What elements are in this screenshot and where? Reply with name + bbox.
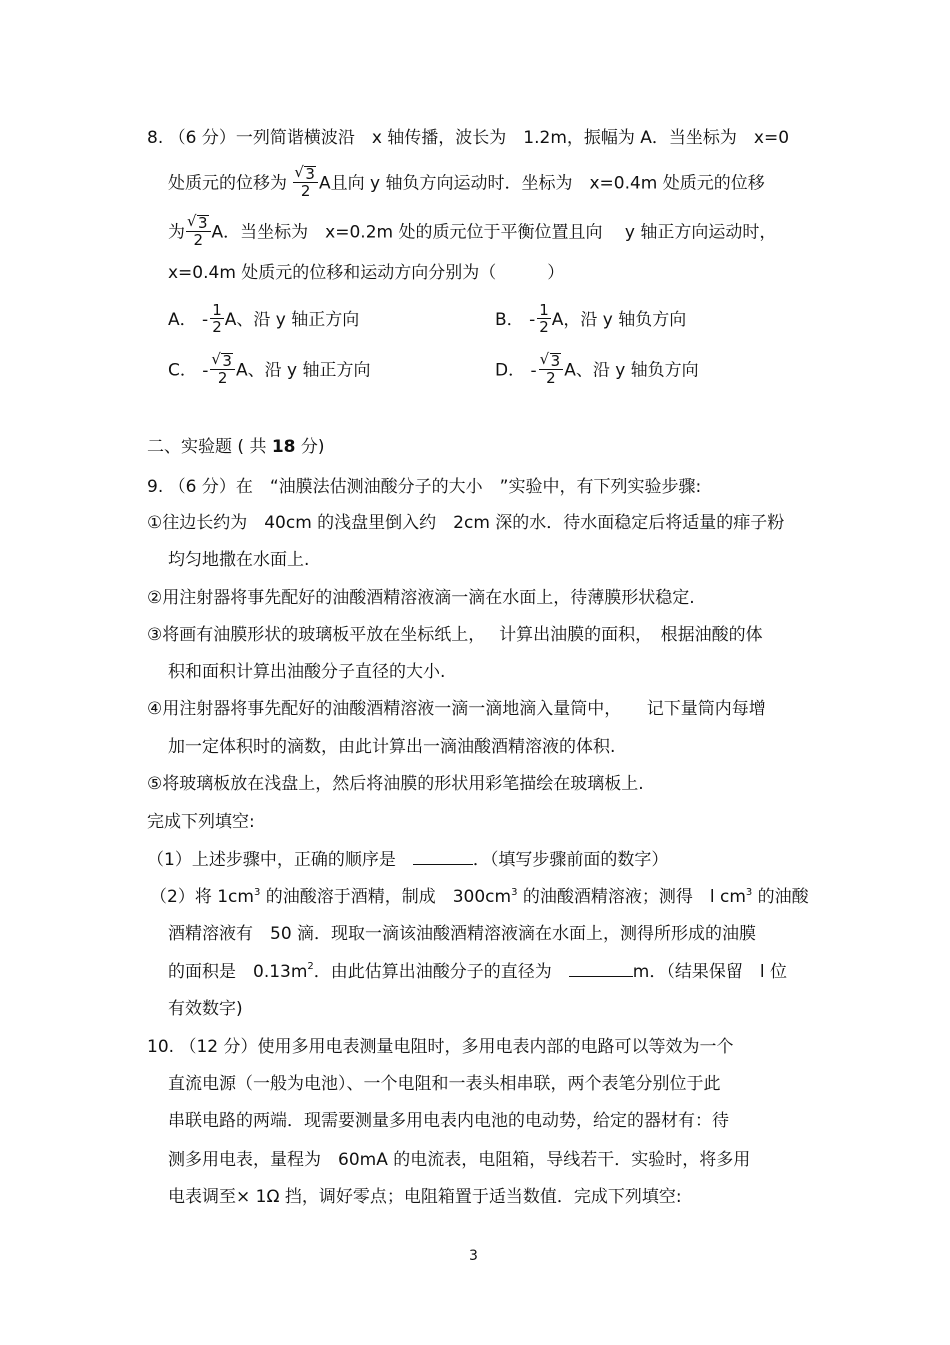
answer-blank-1[interactable] [413, 848, 473, 865]
superscript: 3 [253, 887, 261, 898]
option-c-fraction [210, 353, 235, 386]
q8-line2 [168, 167, 765, 200]
option-b-text: A，沿 y 轴负方向 [551, 310, 687, 330]
q9-part1-text-a: （1）上述步骤中，正确的顺序是 [147, 850, 413, 870]
q9-part2-line1 [150, 886, 809, 908]
q9-part2-line2: 酒精溶液有 50 滴．现取一滴该油酸酒精溶液滴在水面上，测得所形成的油膜 [168, 924, 757, 944]
q9-part2-line3 [168, 960, 787, 983]
minus-sign: - [202, 310, 209, 330]
option-b-label: B． [495, 310, 524, 330]
q9-part2-c: 的油酸酒精溶液；测得 l cm [517, 887, 746, 907]
frac-denominator: 2 [193, 231, 204, 249]
minus-sign: - [529, 310, 536, 330]
q8-line3-text-a: 为 [168, 222, 185, 243]
q9-step2: ②用注射器将事先配好的油酸酒精溶液滴一滴在水面上，待薄膜形状稳定. [147, 588, 695, 608]
q9-part2-line3-b: ．由此估算出油酸分子的直径为 [313, 962, 569, 982]
option-a-text: A、沿 y 轴正方向 [224, 310, 360, 330]
option-a-label: A． [168, 310, 197, 330]
q9-step4-b: 加一定体积时的滴数，由此计算出一滴油酸酒精溶液的体积. [168, 737, 616, 757]
option-b-fraction [537, 303, 551, 335]
q9-part2-d: 的油酸 [752, 887, 809, 907]
q9-step1-a: ①往边长约为 40cm 的浅盘里倒入约 2cm 深的水．待水面稳定后将适量的痱子粉 [147, 513, 785, 533]
q9-step3-b: 积和面积计算出油酸分子直径的大小. [168, 662, 446, 682]
q9-step3-a: ③将画有油膜形状的玻璃板平放在坐标纸上， 计算出油膜的面积， 根据油酸的体 [147, 625, 763, 645]
frac-numerator: 3 [198, 214, 208, 232]
frac-numerator: 1 [539, 301, 549, 319]
superscript: 2 [307, 961, 314, 972]
q8-line4: x=0.4m 处质元的位移和运动方向分别为（ ） [168, 263, 565, 283]
q9-step4-a: ④用注射器将事先配好的油酸酒精溶液一滴一滴地滴入量筒中， 记下量筒内每增 [147, 699, 766, 719]
frac-denominator: 2 [212, 318, 222, 336]
q8-option-a [168, 301, 360, 336]
frac-denominator: 2 [300, 182, 311, 200]
frac-numerator: 3 [222, 352, 232, 370]
q10-line4: 测多用电表，量程为 60mA 的电流表，电阻箱，导线若干．实验时，将多用 [168, 1150, 751, 1170]
q8-line2-text-a: 处质元的位移为 [168, 173, 287, 194]
section-title-score: 18 [271, 437, 296, 457]
q9-fill-intro: 完成下列填空: [147, 812, 255, 832]
q8-line3 [168, 216, 776, 249]
q9-part2-b: 的油酸溶于酒精，制成 300cm [260, 887, 512, 907]
q8-line1: 8. （6 分）一列简谐横波沿 x 轴传播，波长为 1.2m，振幅为 A．当坐标为 x=0 [147, 128, 790, 148]
q9-part2-line4: 有效数字) [168, 999, 243, 1019]
q9-line1: 9. （6 分）在 “油膜法估测油酸分子的大小 ”实验中，有下列实验步骤: [147, 477, 702, 497]
q9-step1-b: 均匀地撒在水面上. [168, 550, 310, 570]
option-c-text: A、沿 y 轴正方向 [235, 360, 371, 381]
q8-option-d [495, 354, 699, 387]
option-d-text: A、沿 y 轴负方向 [564, 360, 699, 381]
q10-line3: 串联电路的两端．现需要测量多用电表内电池的电动势，给定的器材有：待 [168, 1111, 729, 1131]
section-title [147, 436, 325, 458]
q9-step5: ⑤将玻璃板放在浅盘上，然后将油膜的形状用彩笔描绘在玻璃板上. [147, 774, 644, 794]
q8-line2-text-b: A且向 y 轴负方向运动时．坐标为 x=0.4m 处质元的位移 [318, 173, 765, 194]
q9-part1-text-b: ．（填写步骤前面的数字） [472, 850, 669, 870]
q8-option-b [495, 301, 687, 336]
q9-part2-line3-c: m．（结果保留 l 位 [632, 962, 787, 982]
page-number: 3 [469, 1248, 478, 1264]
q8-line3-text-b: A．当坐标为 x=0.2m 处的质元位于平衡位置且向 y 轴正方向运动时， [211, 222, 777, 243]
superscript: 3 [511, 887, 518, 898]
option-d-fraction [539, 353, 564, 386]
section-title-a: 二、实验题 ( 共 [147, 437, 272, 457]
minus-sign: - [530, 360, 537, 381]
option-a-fraction [210, 303, 224, 335]
q10-line2: 直流电源（一般为电池）、一个电阻和一表头相串联，两个表笔分别位于此 [168, 1074, 721, 1094]
q10-line5: 电表调至× 1Ω 挡，调好零点；电阻箱置于适当数值．完成下列填空: [168, 1187, 682, 1207]
q8-fraction-sqrt3-over-2-b [186, 215, 211, 248]
minus-sign: - [202, 360, 209, 381]
frac-numerator: 3 [550, 352, 561, 370]
frac-denominator: 2 [217, 369, 228, 387]
frac-numerator: 3 [305, 165, 315, 183]
q8-option-c [168, 354, 370, 387]
q10-line1: 10. （12 分）使用多用电表测量电阻时，多用电表内部的电路可以等效为一个 [147, 1037, 734, 1057]
q9-part2-a: （2）将 1cm [150, 887, 254, 907]
section-title-c: 分) [295, 437, 325, 457]
q9-part2-line3-a: 的面积是 0.13m [168, 962, 308, 982]
frac-denominator: 2 [546, 369, 556, 387]
answer-blank-2[interactable] [569, 960, 633, 977]
option-d-label: D． [495, 360, 526, 381]
q9-part1 [147, 848, 668, 871]
option-c-label: C． [168, 360, 197, 381]
frac-denominator: 2 [539, 318, 549, 336]
superscript: 3 [745, 887, 753, 898]
frac-numerator: 1 [212, 301, 222, 319]
q8-fraction-sqrt3-over-2 [293, 166, 318, 199]
